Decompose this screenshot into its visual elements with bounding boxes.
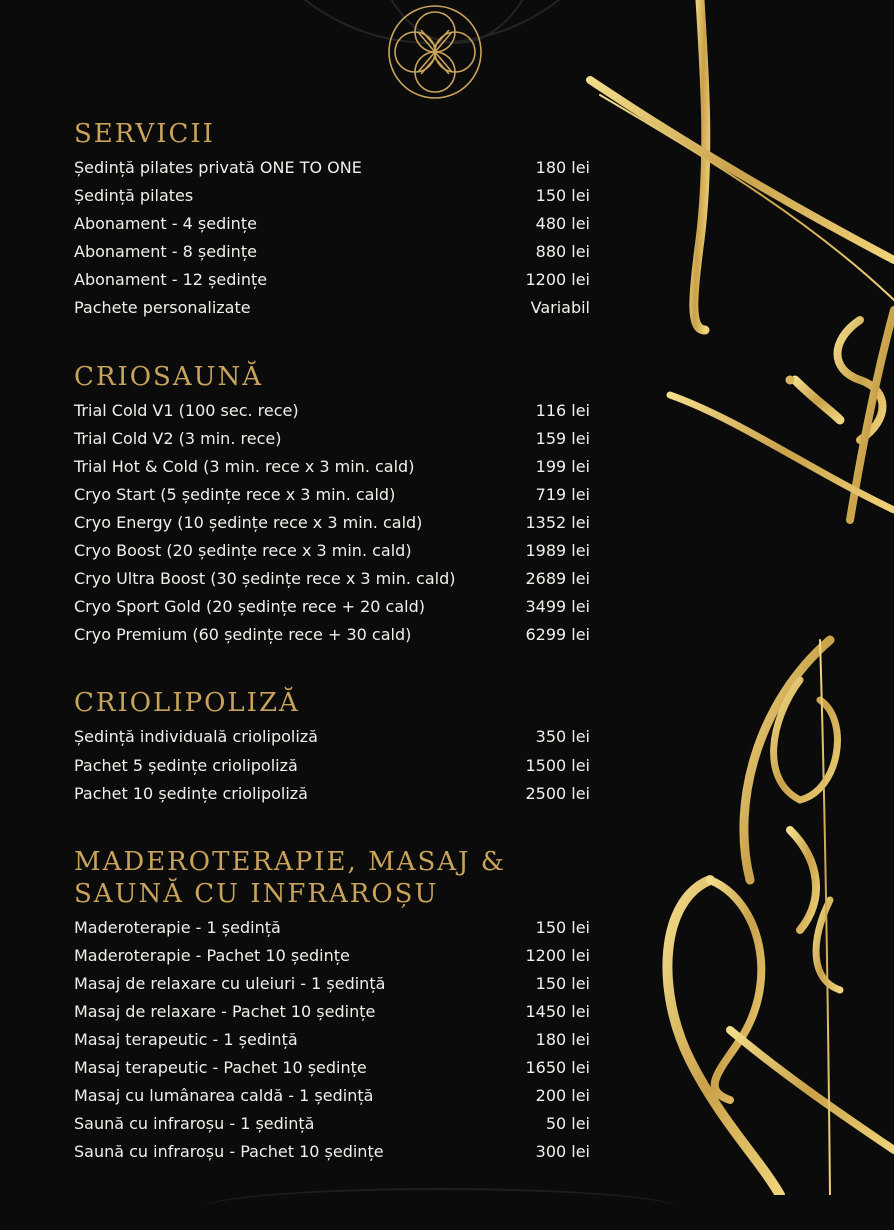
item-name: Abonament - 4 ședințe xyxy=(74,214,257,234)
item-price: 1200 lei xyxy=(525,270,590,290)
list-item xyxy=(74,242,590,270)
item-name: Trial Cold V1 (100 sec. rece) xyxy=(74,400,299,420)
item-price: 350 lei xyxy=(535,727,590,747)
list-item xyxy=(74,1142,590,1170)
list-item xyxy=(74,1030,590,1058)
list-item xyxy=(74,513,590,541)
list-item xyxy=(74,569,590,597)
item-name: Pachete personalizate xyxy=(74,298,251,318)
item-price: 150 lei xyxy=(535,973,590,993)
section-title: CRIOSAUNĂ xyxy=(74,361,264,392)
item-name: Maderoterapie - Pachet 10 ședințe xyxy=(74,945,350,965)
item-price: 116 lei xyxy=(535,400,590,420)
item-name: Abonament - 8 ședințe xyxy=(74,242,257,262)
item-name: Masaj de relaxare cu uleiuri - 1 ședință xyxy=(74,973,386,993)
gold-monogram-icon xyxy=(385,2,485,102)
item-name: Abonament - 12 ședințe xyxy=(74,270,268,290)
item-price: 300 lei xyxy=(535,1142,590,1162)
section-servicii xyxy=(74,118,590,327)
item-price: 1989 lei xyxy=(525,541,590,561)
item-name: Cryo Premium (60 ședințe rece + 30 cald) xyxy=(74,625,412,645)
item-price: 199 lei xyxy=(535,456,590,476)
list-item xyxy=(74,727,590,755)
section-title: MADEROTERAPIE, MASAJ & SAUNĂ CU INFRAROȘU xyxy=(74,846,506,909)
item-price: 1650 lei xyxy=(525,1058,590,1078)
item-price: 2500 lei xyxy=(525,783,590,803)
list-item xyxy=(74,974,590,1002)
item-name: Saună cu infraroșu - Pachet 10 ședințe xyxy=(74,1142,384,1162)
item-price: 3499 lei xyxy=(525,597,590,617)
list-item xyxy=(74,270,590,298)
price-list-script-decoration xyxy=(560,0,894,1195)
item-name: Trial Cold V2 (3 min. rece) xyxy=(74,428,282,448)
item-name: Masaj de relaxare - Pachet 10 ședințe xyxy=(74,1001,376,1021)
item-name: Ședință pilates privată ONE TO ONE xyxy=(74,158,362,177)
item-price: 1500 lei xyxy=(525,755,590,775)
item-name: Maderoterapie - 1 ședință xyxy=(74,917,281,937)
list-item xyxy=(74,485,590,513)
item-name: Pachet 5 ședințe criolipoliză xyxy=(74,755,298,775)
item-name: Ședință individuală criolipoliză xyxy=(74,727,318,747)
item-price: 6299 lei xyxy=(525,625,590,645)
section-title: SERVICII xyxy=(74,119,215,149)
section-title: CRIOLIPOLIZĂ xyxy=(74,688,300,719)
item-name: Masaj cu lumânarea caldă - 1 ședință xyxy=(74,1086,374,1106)
item-price: 150 lei xyxy=(535,186,590,206)
list-item xyxy=(74,784,590,812)
item-price: 480 lei xyxy=(535,214,590,234)
item-name: Masaj terapeutic - Pachet 10 ședințe xyxy=(74,1058,367,1078)
item-name: Trial Hot & Cold (3 min. rece x 3 min. cald) xyxy=(74,456,415,476)
item-price: Variabil xyxy=(530,298,590,318)
list-item xyxy=(74,946,590,974)
item-price: 1450 lei xyxy=(525,1001,590,1021)
item-price: 1352 lei xyxy=(525,512,590,532)
section-criosauna xyxy=(74,361,590,654)
item-price: 719 lei xyxy=(535,484,590,504)
list-item xyxy=(74,186,590,214)
item-price: 50 lei xyxy=(545,1114,590,1134)
section-maderoterapie xyxy=(74,846,590,1171)
item-name: Saună cu infraroșu - 1 ședință xyxy=(74,1114,315,1134)
list-item xyxy=(74,1058,590,1086)
list-item xyxy=(74,214,590,242)
section-criolipoliza xyxy=(74,687,590,811)
item-name: Masaj terapeutic - 1 ședință xyxy=(74,1030,298,1050)
list-item xyxy=(74,625,590,653)
item-price: 150 lei xyxy=(535,917,590,937)
item-price: 180 lei xyxy=(535,1030,590,1050)
list-item xyxy=(74,756,590,784)
price-list xyxy=(74,118,590,1205)
item-name: Cryo Energy (10 ședințe rece x 3 min. cald) xyxy=(74,512,423,532)
item-price: 180 lei xyxy=(535,158,590,177)
list-item xyxy=(74,298,590,326)
item-price: 2689 lei xyxy=(525,569,590,589)
item-price: 1200 lei xyxy=(525,945,590,965)
list-item xyxy=(74,1002,590,1030)
item-name: Cryo Sport Gold (20 ședințe rece + 20 cald) xyxy=(74,597,425,617)
item-name: Cryo Start (5 ședințe rece x 3 min. cald) xyxy=(74,484,396,504)
list-item xyxy=(74,1114,590,1142)
list-item xyxy=(74,158,590,186)
item-name: Cryo Boost (20 ședințe rece x 3 min. cald) xyxy=(74,541,412,561)
list-item xyxy=(74,429,590,457)
logo xyxy=(385,2,485,102)
item-price: 880 lei xyxy=(535,242,590,262)
list-item xyxy=(74,541,590,569)
item-price: 159 lei xyxy=(535,428,590,448)
list-item xyxy=(74,401,590,429)
list-item xyxy=(74,1086,590,1114)
item-name: Ședință pilates xyxy=(74,186,194,206)
item-price: 200 lei xyxy=(535,1086,590,1106)
list-item xyxy=(74,597,590,625)
list-item xyxy=(74,918,590,946)
list-item xyxy=(74,457,590,485)
item-name: Cryo Ultra Boost (30 ședințe rece x 3 min. cald) xyxy=(74,569,456,589)
item-name: Pachet 10 ședințe criolipoliză xyxy=(74,783,308,803)
